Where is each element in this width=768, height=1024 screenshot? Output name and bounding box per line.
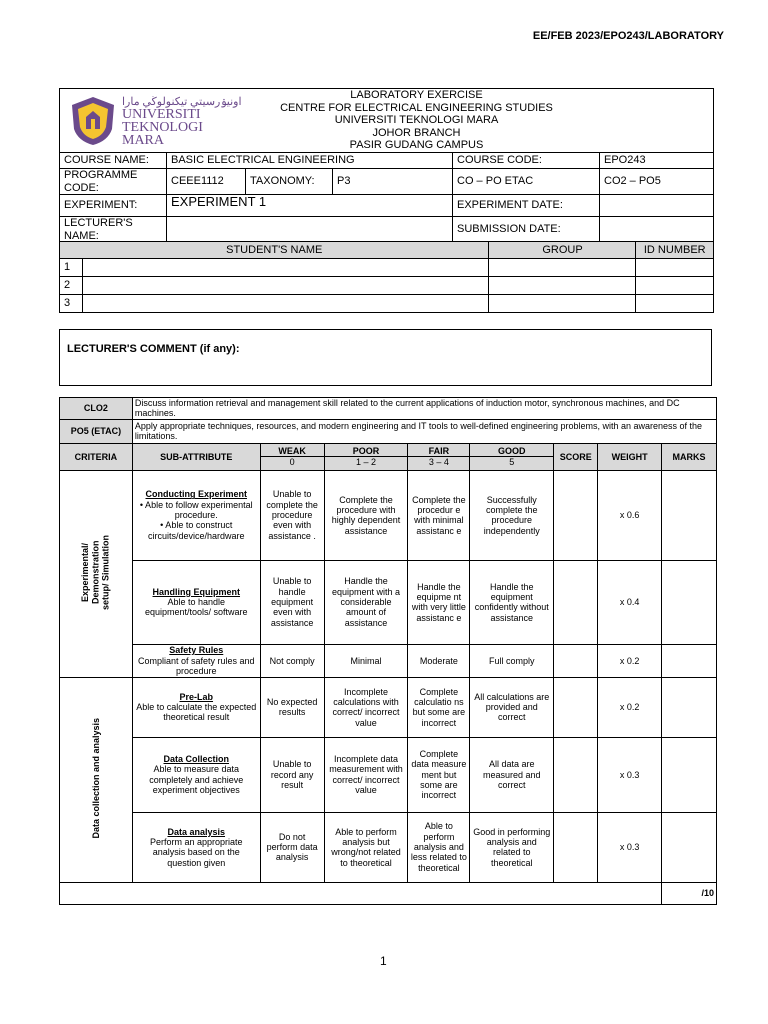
good-header bbox=[470, 443, 554, 470]
student-row-number: 1 bbox=[60, 259, 83, 277]
group-field[interactable] bbox=[489, 259, 636, 277]
fair-desc: Moderate bbox=[408, 644, 470, 677]
sub-attribute-cell bbox=[132, 470, 260, 560]
submission-date-value[interactable] bbox=[600, 217, 714, 243]
student-row-number: 3 bbox=[60, 295, 83, 313]
po-label: PO5 (ETAC) bbox=[60, 419, 133, 443]
good-desc: Successfully complete the procedure independently bbox=[470, 470, 554, 560]
poor-desc: Able to perform analysis but wrong/not related to theoretical bbox=[324, 812, 408, 882]
sub-attribute-desc: Compliant of safety rules and procedure bbox=[137, 655, 255, 676]
submission-date-label: SUBMISSION DATE: bbox=[453, 217, 600, 243]
total-spacer bbox=[60, 882, 662, 904]
id-number-field[interactable] bbox=[636, 259, 714, 277]
weak-desc: Unable to record any result bbox=[260, 737, 324, 812]
marks-field[interactable] bbox=[662, 737, 717, 812]
lecturer-comment-label: LECTURER'S COMMENT (if any): bbox=[67, 343, 240, 355]
header-line-1: LABORATORY EXERCISE bbox=[350, 89, 483, 102]
fair-label: FAIR bbox=[408, 446, 469, 457]
sub-attribute-cell bbox=[132, 644, 260, 677]
poor-desc: Incomplete calculations with correct/ incorrect value bbox=[324, 677, 408, 737]
co-po-value: CO2 – PO5 bbox=[600, 169, 714, 195]
group-header: GROUP bbox=[489, 242, 636, 259]
taxonomy-value: P3 bbox=[333, 169, 453, 195]
student-name-field[interactable] bbox=[83, 277, 489, 295]
clo-label: CLO2 bbox=[60, 398, 133, 420]
sub-attribute-cell bbox=[132, 677, 260, 737]
score-field[interactable] bbox=[554, 812, 598, 882]
criteria-experimental bbox=[60, 470, 133, 677]
criteria-header: CRITERIA bbox=[60, 443, 133, 470]
marks-field[interactable] bbox=[662, 812, 717, 882]
weight-header: WEIGHT bbox=[598, 443, 662, 470]
sub-attribute-title: Data analysis bbox=[167, 826, 226, 837]
weak-desc: Unable to complete the procedure even with assistance . bbox=[260, 470, 324, 560]
good-desc: Full comply bbox=[470, 644, 554, 677]
header-line-5: PASIR GUDANG CAMPUS bbox=[349, 139, 484, 152]
header-line-4: JOHOR BRANCH bbox=[372, 126, 461, 139]
fair-score: 3 – 4 bbox=[428, 457, 449, 468]
sub-attribute-desc: • Able to follow experimental procedure. • Able to construct circuits/device/hardware bbox=[139, 499, 253, 541]
sub-attribute-title: Data Collection bbox=[163, 754, 230, 764]
weak-desc: Not comply bbox=[260, 644, 324, 677]
criteria-experimental-label: Experimental/ Demonstration setup/ Simulation bbox=[80, 535, 112, 611]
poor-desc: Minimal bbox=[324, 644, 408, 677]
group-field[interactable] bbox=[489, 277, 636, 295]
course-name-label: COURSE NAME: bbox=[60, 153, 167, 169]
sub-attribute-title: Conducting Experiment bbox=[145, 489, 248, 500]
lecturer-name-label: LECTURER'S NAME: bbox=[60, 217, 167, 243]
weight-value: x 0.3 bbox=[598, 812, 662, 882]
score-field[interactable] bbox=[554, 470, 598, 560]
weight-value: x 0.2 bbox=[598, 677, 662, 737]
poor-desc: Complete the procedure with highly dependent assistance bbox=[324, 470, 408, 560]
fair-desc: Able to perform analysis and less related to theoretical bbox=[408, 812, 470, 882]
fair-desc: Complete data measure ment but some are incorrect bbox=[408, 737, 470, 812]
good-desc: All calculations are provided and correct bbox=[470, 677, 554, 737]
header-cell bbox=[60, 89, 714, 153]
lecturer-comment-box[interactable] bbox=[59, 329, 712, 386]
poor-score: 1 – 2 bbox=[356, 457, 377, 468]
group-field[interactable] bbox=[489, 295, 636, 313]
sub-attribute-cell bbox=[132, 737, 260, 812]
score-field[interactable] bbox=[554, 644, 598, 677]
weak-label: WEAK bbox=[261, 446, 324, 457]
experiment-date-value[interactable] bbox=[600, 195, 714, 217]
sub-attribute-header: SUB-ATTRIBUTE bbox=[132, 443, 260, 470]
fair-desc: Handle the equipme nt with very little assistanc e bbox=[408, 560, 470, 644]
good-desc: Good in performing analysis and related to theoretical bbox=[470, 812, 554, 882]
good-desc: All data are measured and correct bbox=[470, 737, 554, 812]
sub-attribute-title: Safety Rules bbox=[169, 645, 224, 656]
crest-icon bbox=[68, 95, 118, 147]
lecturer-name-value[interactable] bbox=[167, 217, 453, 243]
poor-desc: Incomplete data measurement with correct/ incorrect value bbox=[324, 737, 408, 812]
weak-header bbox=[260, 443, 324, 470]
student-name-field[interactable] bbox=[83, 259, 489, 277]
marks-field[interactable] bbox=[662, 560, 717, 644]
page-number: 1 bbox=[380, 954, 387, 968]
student-name-field[interactable] bbox=[83, 295, 489, 313]
sub-attribute-title: Pre-Lab bbox=[179, 691, 214, 702]
logo-line-2: TEKNOLOGI bbox=[122, 119, 203, 135]
weak-score: 0 bbox=[289, 457, 295, 468]
weight-value: x 0.4 bbox=[598, 560, 662, 644]
poor-label: POOR bbox=[325, 446, 408, 457]
sub-attribute-desc: Able to calculate the expected theoretical result bbox=[136, 702, 257, 723]
criteria-data-label: Data collection and analysis bbox=[90, 718, 101, 839]
weak-desc: Do not perform data analysis bbox=[260, 812, 324, 882]
marks-field[interactable] bbox=[662, 644, 717, 677]
taxonomy-label: TAXONOMY: bbox=[246, 169, 333, 195]
experiment-label: EXPERIMENT: bbox=[60, 195, 167, 217]
marks-field[interactable] bbox=[662, 470, 717, 560]
programme-code-label: PROGRAMME CODE: bbox=[60, 169, 167, 195]
course-name-value: BASIC ELECTRICAL ENGINEERING bbox=[167, 153, 453, 169]
good-score: 5 bbox=[509, 457, 515, 468]
criteria-data bbox=[60, 677, 133, 882]
rubric-table bbox=[59, 397, 717, 905]
sub-attribute-cell bbox=[132, 812, 260, 882]
course-code-label: COURSE CODE: bbox=[453, 153, 600, 169]
document-code: EE/FEB 2023/EPO243/LABORATORY bbox=[532, 30, 724, 42]
id-number-field[interactable] bbox=[636, 295, 714, 313]
weight-value: x 0.6 bbox=[598, 470, 662, 560]
weak-desc: No expected results bbox=[260, 677, 324, 737]
uitm-logo bbox=[68, 95, 242, 147]
clo-text: Discuss information retrieval and management skill related to the current applications of induction motor, synchronous machines, and DC machines. bbox=[132, 398, 716, 420]
header-table bbox=[59, 88, 714, 243]
sub-attribute-title: Handling Equipment bbox=[152, 586, 241, 597]
co-po-label: CO – PO ETAC bbox=[453, 169, 600, 195]
sub-attribute-desc: Perform an appropriate analysis based on the question given bbox=[149, 836, 243, 868]
weight-value: x 0.3 bbox=[598, 737, 662, 812]
marks-field[interactable] bbox=[662, 677, 717, 737]
marks-header: MARKS bbox=[662, 443, 717, 470]
student-name-header: STUDENT'S NAME bbox=[60, 242, 489, 259]
score-field[interactable] bbox=[554, 737, 598, 812]
sub-attribute-desc: Able to handle equipment/tools/ software bbox=[144, 597, 248, 618]
sub-attribute-desc: Able to measure data completely and achieve experiment objectives bbox=[149, 764, 244, 796]
poor-desc: Handle the equipment with a considerable amount of assistance bbox=[324, 560, 408, 644]
experiment-date-label: EXPERIMENT DATE: bbox=[453, 195, 600, 217]
fair-desc: Complete calculatio ns but some are incorrect bbox=[408, 677, 470, 737]
header-line-2: CENTRE FOR ELECTRICAL ENGINEERING STUDIES bbox=[280, 101, 553, 114]
course-code-value: EPO243 bbox=[600, 153, 714, 169]
weak-desc: Unable to handle equipment even with assistance bbox=[260, 560, 324, 644]
id-number-header: ID NUMBER bbox=[636, 242, 714, 259]
poor-header bbox=[324, 443, 408, 470]
logo-line-3: MARA bbox=[122, 132, 165, 148]
score-field[interactable] bbox=[554, 677, 598, 737]
logo-line-1: UNIVERSITI bbox=[122, 106, 201, 122]
po-text: Apply appropriate techniques, resources, and modern engineering and IT tools to well-defined engineering problems, with an awareness of the limitations. bbox=[132, 419, 716, 443]
logo-jawi-text: اونيۏرسيتي تيكنولوڬي مارا bbox=[122, 95, 242, 108]
total-marks[interactable]: /10 bbox=[662, 882, 717, 904]
sub-attribute-cell bbox=[132, 560, 260, 644]
experiment-value: EXPERIMENT 1 bbox=[167, 195, 453, 217]
fair-desc: Complete the procedur e with minimal assistanc e bbox=[408, 470, 470, 560]
weight-value: x 0.2 bbox=[598, 644, 662, 677]
score-header: SCORE bbox=[554, 443, 598, 470]
fair-header bbox=[408, 443, 470, 470]
students-table bbox=[59, 241, 714, 313]
score-field[interactable] bbox=[554, 560, 598, 644]
student-row-number: 2 bbox=[60, 277, 83, 295]
header-line-3: UNIVERSITI TEKNOLOGI MARA bbox=[334, 114, 499, 127]
programme-code-value: CEEE1112 bbox=[167, 169, 246, 195]
good-desc: Handle the equipment confidently without assistance bbox=[470, 560, 554, 644]
id-number-field[interactable] bbox=[636, 277, 714, 295]
good-label: GOOD bbox=[470, 446, 553, 457]
